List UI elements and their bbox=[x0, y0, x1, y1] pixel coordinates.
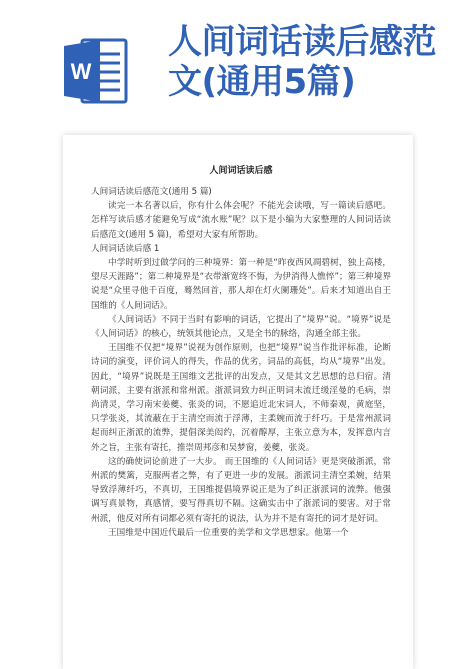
document-subtitle: 人间词话读后感范文(通用 5 篇) bbox=[91, 187, 212, 197]
document-heading: 人间词话读后感 bbox=[209, 166, 273, 176]
document-paragraph: 这的确使词论前进了一大步。 而王国维的《人间词话》更是突破浙派，常州派的樊篱，克服两者之弊，有了更进一步的发展。浙派词主清空柔婉，结果导致浮薄纤巧，不真切，王国维提倡境界说正是为了纠正浙派词的流弊。他强调写真景物，真感情，要写得真切不隔。这确实击中了浙派词的要害。对于常州派，他反对所有词都必须有寄托的说法，认为并不是有寄托的词才是好词。 bbox=[91, 456, 391, 524]
document-paragraph: 中学时听到过做学问的三种境界：第一种是“昨夜西风凋碧树，独上高楼，望尽天涯路”；第二种境界是“衣带渐宽终不悔，为伊消得人憔悴”；第三种境界说是“众里寻他千百度，蓦然回首，那人却在灯火阑珊处”。后来才知道出自王国维的《人间词话》。 bbox=[91, 258, 391, 311]
document-paragraph: 王国维是中国近代最后一位重要的美学和文学思想家。他第一个 bbox=[108, 527, 349, 538]
document-paragraph: 王国维不仅把“境界”说视为创作原则，也把“境界”说当作批评标准，论断诗词的演变，评价词人的得失，作品的优劣，词品的高低，均从“境界”出发。 因此，“境界”说既是王国维文艺批评的出发点，又是其文艺思想的总归宿。清朝词派，主要有浙派和常州派。浙派词致力纠正明词末流迁缓淫曼的毛病，崇尚清灵，学习南宋姜夔、张炎的词，不愿追近北宋词人，不师秦观，黄庭坚，只学张炎，其流蔽在于主清空而流于浮薄，主柔婉而流于纤巧。于是常州派词起而纠正浙派的流弊，提倡深美闳约，沉着醇厚，主张立意为本，发挥意内言外之旨，主张有寄托，推崇周邦彦和吴梦窗，姜夔，张炎。 bbox=[91, 343, 391, 453]
document-paragraph: 读完一本名著以后，你有什么体会呢？不能光会读哦，写一篇读后感吧。怎样写读后感才能避免写成“流水账”呢？以下是小编为大家整理的人间词话读后感范文(通用 5 篇)，希望对大家有所帮助。 bbox=[91, 201, 391, 240]
word-document-icon bbox=[64, 36, 128, 106]
document-paragraph: 《人间词话》不同于当时有影响的词话，它提出了“境界”说。“境界”说是《人间词话》的核心，统领其他论点，又是全书的脉络，沟通全部主张。 bbox=[91, 314, 391, 340]
document-body bbox=[91, 163, 391, 540]
section-heading: 人间词话读后感 1 bbox=[91, 243, 160, 254]
header-banner bbox=[0, 0, 474, 118]
document-preview bbox=[63, 135, 413, 669]
page-title: 人间词话读后感范文(通用5篇) bbox=[168, 22, 436, 102]
svg-text:W: W bbox=[70, 59, 92, 84]
